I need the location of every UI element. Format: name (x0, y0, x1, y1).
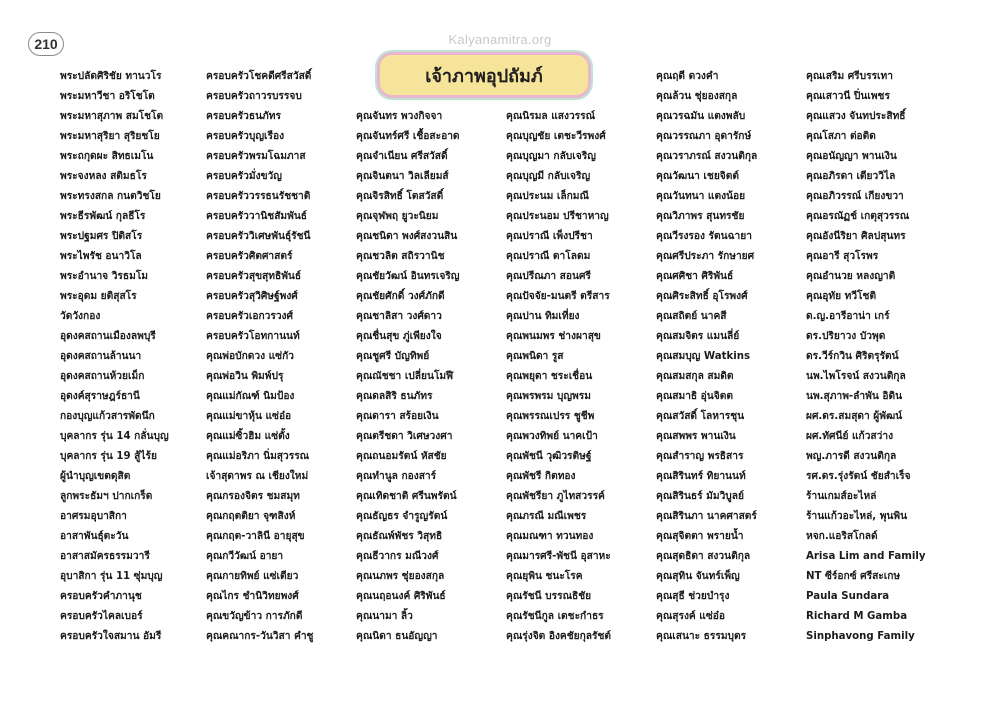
list-item: ผศ.ทัศนีย์ แก้วสว่าง (806, 431, 894, 442)
list-item: ด.ญ.อารีอาน่า เกร์ (806, 311, 890, 322)
list-item: ผู้นำบุญเขตดุสิต (60, 471, 131, 482)
list-item: คุณพนมพร ช่างผาสุข (506, 331, 601, 342)
list-item: นพ.สุภาพ-ลำพัน อิดิน (806, 391, 903, 402)
list-item: กองบุญแก้วสารพัดนึก (60, 411, 155, 422)
list-item: คุณวราภรณ์ สงวนติกุล (656, 151, 758, 162)
list-item: คุณคณากร-วันวิสา คำชู (206, 631, 314, 642)
list-item: ครอบครัววานิชสัมพันธ์ (206, 211, 308, 222)
list-item: ครอบครัวคำภานุช (60, 591, 142, 602)
list-item: คุณศรีประภา รักษายศ (656, 251, 755, 262)
list-item: ครอบครัวศิตศาสตร์ (206, 251, 293, 262)
list-item: คุณสุดธิดา สงวนติกุล (656, 551, 751, 562)
list-item: อุดงคสถานเมืองลพบุรี (60, 331, 156, 342)
list-item: คุณพ่อบักดวง แซ่กัว (206, 351, 294, 362)
list-item: คุณสวัสดิ์ โลหารชุน (656, 411, 745, 422)
list-item: คุณพวงทิพย์ นาคเป้า (506, 431, 598, 442)
list-item: คุณสำราญ พรธิสาร (656, 451, 744, 462)
list-item: พระไพรัช อนาวิโล (60, 251, 142, 262)
list-item: คุณประนม เล็กมณี (506, 191, 589, 202)
list-item: คุณประนอม ปรีชาหาญ (506, 211, 609, 222)
list-item: คุณสพพร พานเงิน (656, 431, 736, 442)
list-item: คุณบุญชัย เตชะวีรพงศ์ (506, 131, 606, 142)
list-item: พระมหาสุภาพ สมโชโต (60, 111, 164, 122)
list-item: อุบาสิกา รุ่น 11 ซุ่มบุญ (60, 571, 163, 582)
list-item: พระถกุดผะ สิทธเมโน (60, 151, 154, 162)
list-item: บุคลากร รุ่น 19 สู้ไร้ย (60, 451, 157, 462)
list-item: คุณปาน ทิมเที่ยง (506, 311, 580, 322)
name-column-3 (356, 107, 460, 647)
list-item: พระธีรพัฒน์ กุลธีโร (60, 211, 146, 222)
list-item: รศ.ดร.รุ่งรัตน์ ชัยสำเร็จ (806, 471, 911, 482)
list-item: คุณมณฑา ทวนทอง (506, 531, 594, 542)
list-item: คุณกรองจิตร ชมสมุท (206, 491, 300, 502)
list-item: ผศ.ดร.สมสุดา ผู้พัฒน์ (806, 411, 903, 422)
name-column-5 (656, 67, 757, 647)
list-item: พระมหาสุริยา สุริยชโย (60, 131, 160, 142)
list-item: อาศรมอุบาสิกา (60, 511, 127, 522)
list-item: คุณปัจจัย-มนตรี ตรีสาร (506, 291, 610, 302)
list-item: คุณธัณพ์พัชร วิสุทธิ (356, 531, 443, 542)
list-item: อาสาสมัครธรรมวารี (60, 551, 150, 562)
name-column-1 (60, 67, 169, 647)
list-item: คุณสุจิตตา พรายน้ำ (656, 531, 744, 542)
list-item: คุณชื่นสุข ภู่เพียงใจ (356, 331, 442, 342)
list-item: หจก.แอริสโกลด์ (806, 531, 878, 542)
list-item: คุณเสนาะ ธรรมบุตร (656, 631, 747, 642)
list-item: นพ.ไพโรจน์ สงวนติกุล (806, 371, 906, 382)
list-item: คุณชนิดา พงศ์สงวนสิน (356, 231, 458, 242)
list-item: คุณปราณี ตาโลดม (506, 251, 591, 262)
list-item: บุคลากร รุ่น 14 กลั่นบุญ (60, 431, 169, 442)
list-item: Arisa Lim and Family (806, 551, 926, 562)
list-item: คุณกวีวัฒน์ อายา (206, 551, 284, 562)
list-item: พระทรงสกล กนตวิชโย (60, 191, 161, 202)
list-item: คุณจันทร พวงกิจจา (356, 111, 443, 122)
list-item: คุณธัญธร จำรูญรัตน์ (356, 511, 448, 522)
list-item: คุณอังนีริยา ศิลปสุนทร (806, 231, 906, 242)
list-item: คุณไกร ชำนิวิทยพงศ์ (206, 591, 299, 602)
list-item: คุณล้วน ชุ่ยองสกุล (656, 91, 738, 102)
list-item: คุณอุทัย ทวีโชติ (806, 291, 877, 302)
list-item: อุดงค์สุราษฎร์ธานี (60, 391, 140, 402)
list-item: พระอำนาจ วิรธมโม (60, 271, 149, 282)
list-item: คุณอำนวย หลงญาติ (806, 271, 896, 282)
list-item: คุณปราณี เพ็งปรีชา (506, 231, 593, 242)
list-item: คุณมารศรี-พัชนี อุสาหะ (506, 551, 611, 562)
list-item: ดร.ปริยาวง บัวพุด (806, 331, 886, 342)
name-column-6 (806, 67, 925, 647)
list-item: ครอบครัวสุวิศิษฐ์พงศ์ (206, 291, 298, 302)
list-item: คุณสถิตย์ นาคสี (656, 311, 727, 322)
list-item: คุณรัชนีกูล เตชะกำธร (506, 611, 604, 622)
list-item: คุณวันทนา แตงน้อย (656, 191, 746, 202)
list-item: คุณสุรงค์ แซ่อ๋อ (656, 611, 726, 622)
list-item: คุณสมจิตร แมนลี่ย์ (656, 331, 740, 342)
list-item: คุณกฤตติยา จุฑสิงห์ (206, 511, 296, 522)
list-item: คุณพัชนี วุฒิวรติษฐ์ (506, 451, 592, 462)
list-item: อุดงคสถานล้านนา (60, 351, 142, 362)
list-item: คุณสุทิน จันทร์เพ็ญ (656, 571, 740, 582)
list-item: คุณพ่อวิน พิมพ์ปรุ (206, 371, 284, 382)
list-item: คุณพรรณเปรร ชูชีพ (506, 411, 595, 422)
list-item: คุณดลสิริ ธนภัทร (356, 391, 433, 402)
list-item: อุดงคสถานห้วยเม็ก (60, 371, 145, 382)
list-item: วัดวังกอง (60, 311, 101, 322)
list-item: คุณนามา ลิ้ว (356, 611, 413, 622)
list-item: คุณยุพิน ชนะโรค (506, 571, 583, 582)
list-item: คุณสุธี ช่วยบำรุง (656, 591, 730, 602)
list-item: คุณวรรณภา อุดารักษ์ (656, 131, 752, 142)
list-item: คุณจำเนียน ศรีสวัสดิ์ (356, 151, 448, 162)
list-item: คุณดารา สร้อยเงิน (356, 411, 439, 422)
list-item: คุณนภพร ชุ่ยองสกุล (356, 571, 445, 582)
name-column-4 (506, 107, 611, 647)
list-item: คุณรัชนี บรรณธิชัย (506, 591, 592, 602)
list-item: ครอบครัววิเศษพันธุ์รัชนี (206, 231, 311, 242)
list-item: คุณอารี สุวโรพร (806, 251, 879, 262)
list-item: คุณจินตนา วิลเลียมส์ (356, 171, 449, 182)
list-item: คุณสิรินธร์ มัมวิบูลย์ (656, 491, 744, 502)
list-item: ครอบครัวมั่งขวัญ (206, 171, 282, 182)
list-item: ครอบครัวโชคดีศรีสวัสดิ์ (206, 71, 312, 82)
list-item: ครอบครัวไคลเบอร์ (60, 611, 143, 622)
list-item: พระปฐมศร ปิติสโร (60, 231, 143, 242)
list-item: คุณชาลิสา วงศ์ดาว (356, 311, 442, 322)
list-item: คุณอภิวรรณ์ เกียงขวา (806, 191, 904, 202)
list-item: คุณชัยวัฒน์ อินทรเจริญ (356, 271, 460, 282)
list-item: คุณศศิชา ศิริพันธ์ (656, 271, 734, 282)
list-item: คุณถนอมรัตน์ หัสชัย (356, 451, 447, 462)
list-item: คุณบุญมี กลับเจริญ (506, 171, 591, 182)
list-item: ครอบครัวถาวรบรรจบ (206, 91, 302, 102)
list-item: คุณวิภาพร สุนทรชัย (656, 211, 745, 222)
list-item: คุณกฤต-วาลินี อายุสุข (206, 531, 305, 542)
list-item: คุณวัฒนา เชยจิตต์ (656, 171, 739, 182)
page-number: 210 (28, 32, 64, 56)
list-item: ครอบครัวบุญเรือง (206, 131, 285, 142)
list-item: ดร.วีร์กวิน ศิริตรุรัตน์ (806, 351, 899, 362)
list-item: คุณศิระสิทธิ์ อุโรพงศ์ (656, 291, 748, 302)
list-item: คุณโสภา ต่อติด (806, 131, 876, 142)
list-item: คุณวีรงรอง รัตนฉายา (656, 231, 752, 242)
list-item: คุณพัชรี กิตทอง (506, 471, 576, 482)
list-item: คุณนฤอนงค์ ศิริพันธ์ (356, 591, 446, 602)
list-item: คุณธีวากร มณีวงศ์ (356, 551, 439, 562)
list-item: คุณสิรินภา นาคศาสตร์ (656, 511, 757, 522)
list-item: ครอบครัววรรธนรัชชาติ (206, 191, 311, 202)
list-item: ครอบครัวธนภัทร (206, 111, 281, 122)
list-item: คุณทำนูล กองสาร์ (356, 471, 437, 482)
list-item: ครอบครัวใจสมาน อัมรี (60, 631, 162, 642)
list-item: Richard M Gamba (806, 611, 908, 622)
list-item: Paula Sundara (806, 591, 890, 602)
list-item: คุณณัชชา เปลี่ยนโมฬี (356, 371, 454, 382)
list-item: คุณกายทิพย์ แซ่เตียว (206, 571, 299, 582)
list-item: พญ.ภารดี สงวนติกุล (806, 451, 897, 462)
list-item: คุณแม่ซิ้วฮิม แซ่ตั้ง (206, 431, 290, 442)
list-item: คุณพรพรม บุญพรม (506, 391, 591, 402)
list-item: NT ซีร์อกซ์ ศรีสะเกษ (806, 571, 901, 582)
list-item: คุณแม่กัณฑ์ นิมป้อง (206, 391, 295, 402)
list-item: คุณพัชรียา ภูไทสวรรค์ (506, 491, 605, 502)
list-item: พระอุดม ยติสุสโร (60, 291, 137, 302)
list-item: พระจงหลง สติมธโร (60, 171, 147, 182)
list-item: คุณจุฬพฤ ยูวะนิยม (356, 211, 439, 222)
watermark: Kalyanamitra.org (448, 32, 552, 47)
list-item: ครอบครัวเอกวรวงศ์ (206, 311, 294, 322)
list-item: คุณพยุดา ชระเชื่อน (506, 371, 593, 382)
list-item: ลูกพระธัมฯ ปากเกร็ด (60, 491, 153, 502)
list-item: พระมหาวีชา อริโชโต (60, 91, 155, 102)
list-item: คุณแม่อริภา นิ่มสุวรรณ (206, 451, 310, 462)
list-item: คุณฤดี ดวงคำ (656, 71, 719, 82)
list-item: เจ้าสุดาพร ณ เชียงใหม่ (206, 471, 309, 482)
list-item: คุณขวัญข้าว การภักดี (206, 611, 303, 622)
list-item: คุณชูศรี บัญทิพย์ (356, 351, 430, 362)
list-item: คุณภรณี มณีเพชร (506, 511, 587, 522)
list-item: คุณเทิดชาติ ศรีนพรัตน์ (356, 491, 457, 502)
name-column-2 (206, 67, 313, 647)
list-item: คุณวรฉมัน แตงพลับ (656, 111, 746, 122)
list-item: คุณเสาวนี ปิ่นเพชร (806, 91, 890, 102)
list-item: ครอบครัวพรมโฉมภาส (206, 151, 306, 162)
list-item: คุณนิดา ธนอัญญา (356, 631, 438, 642)
list-item: คุณชัยศักดิ์ วงศ์ภักดี (356, 291, 445, 302)
list-item: คุณสมาธิ อุ่นจิตต (656, 391, 733, 402)
list-item: คุณพนิดา รูส (506, 351, 564, 362)
list-item: คุณแม่ขาหุ้น แซ่อ๋อ (206, 411, 292, 422)
list-item: คุณชวลิต สถิรวานิช (356, 251, 445, 262)
list-item: ร้านแก้วอะไหล่, พุนพิน (806, 511, 908, 522)
list-item: คุณบุญมา กลับเจริญ (506, 151, 596, 162)
list-item: คุณจิรสิทธิ์ โตสวัสดิ์ (356, 191, 444, 202)
list-item: พระปลัดศิริชัย ทานวโร (60, 71, 162, 82)
list-item: คุณสิรินทร์ ทิยานนท์ (656, 471, 746, 482)
list-item: คุณสมบุญ Watkins (656, 351, 751, 362)
list-item: คุณเสริม ศรีบรรเทา (806, 71, 893, 82)
list-item: คุณตรีชดา วิเศษวงศา (356, 431, 453, 442)
list-item: คุณอภิรดา เตียววิไล (806, 171, 896, 182)
list-item: ครอบครัวโอทกานนท์ (206, 331, 300, 342)
list-item: คุณสมสกุล สมดิต (656, 371, 734, 382)
list-item: คุณอรณัฏช์ เกตุสุวรรณ (806, 211, 910, 222)
list-item: อาสาพันธุ์ตะวัน (60, 531, 129, 542)
list-item: ครอบครัวสุขสุทธิพันธ์ (206, 271, 302, 282)
list-item: คุณแสวง จันทประสิทธิ์ (806, 111, 906, 122)
list-item: คุณปรีณภา สอนศรี (506, 271, 591, 282)
list-item: Sinphavong Family (806, 631, 915, 642)
list-item: คุณนิรมล แสงวรรณ์ (506, 111, 596, 122)
page-title: เจ้าภาพอุปถัมภ์ (380, 55, 588, 95)
list-item: คุณจันทร์ศรี เชื้อสะอาด (356, 131, 460, 142)
list-item: คุณอนัญญา พานเงิน (806, 151, 897, 162)
list-item: คุณรุ่งจิต อิงคชัยกุลรัชต์ (506, 631, 612, 642)
list-item: ร้านเกมส์อะไหล่ (806, 491, 877, 502)
